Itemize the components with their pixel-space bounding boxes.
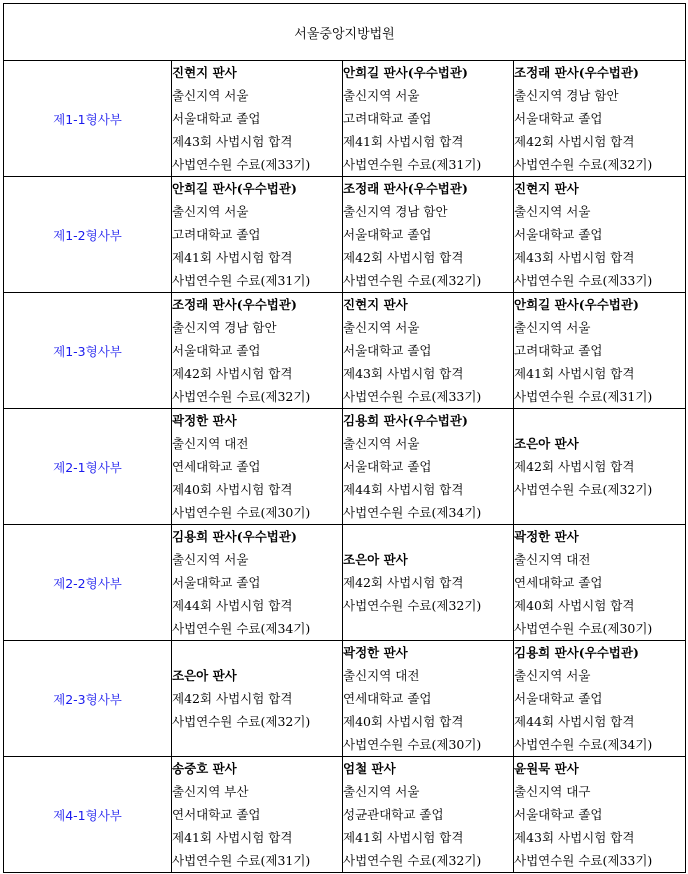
judge-name: 진현지 판사 xyxy=(343,297,408,312)
judge-cell xyxy=(343,177,514,293)
judge-detail-line: 제42회 사법시험 합격 xyxy=(172,691,293,706)
judge-detail-line: 출신지역 서울 xyxy=(514,204,591,219)
judge-detail-line: 제42회 사법시험 합격 xyxy=(514,459,635,474)
judge-detail-line: 사법연수원 수료(제33기) xyxy=(343,389,482,404)
judge-detail-line: 사법연수원 수료(제32기) xyxy=(343,273,482,288)
judge-detail-line: 서울대학교 졸업 xyxy=(343,459,432,474)
judge-detail-line: 제41회 사법시험 합격 xyxy=(514,366,635,381)
judge-cell xyxy=(514,293,686,409)
division-name: 제1-3형사부 xyxy=(4,293,172,409)
judge-detail-line: 고려대학교 졸업 xyxy=(514,343,603,358)
division-row xyxy=(4,293,686,409)
judge-detail-line: 연세대학교 졸업 xyxy=(343,691,432,706)
judge-detail-line: 제41회 사법시험 합격 xyxy=(172,830,293,845)
judge-detail-line: 제40회 사법시험 합격 xyxy=(514,598,635,613)
judge-detail-line: 서울대학교 졸업 xyxy=(343,227,432,242)
judge-detail-line: 출신지역 서울 xyxy=(343,320,420,335)
judge-name: 김용희 판사(우수법관) xyxy=(172,529,297,544)
judge-detail-line: 사법연수원 수료(제31기) xyxy=(172,853,311,868)
judge-cell xyxy=(172,61,343,177)
judge-name: 조은아 판사 xyxy=(514,436,579,451)
judge-detail-line: 출신지역 경남 함안 xyxy=(514,88,619,103)
judge-name: 곽정한 판사 xyxy=(514,529,579,544)
judge-detail-line: 연세대학교 졸업 xyxy=(172,459,261,474)
judge-detail-line: 제43회 사법시험 합격 xyxy=(172,134,293,149)
judge-cell xyxy=(514,525,686,641)
judge-detail-line: 사법연수원 수료(제30기) xyxy=(172,505,311,520)
judge-detail-line: 사법연수원 수료(제32기) xyxy=(514,482,653,497)
judge-name: 조정래 판사(우수법관) xyxy=(172,297,297,312)
judge-detail-line: 서울대학교 졸업 xyxy=(343,343,432,358)
division-name: 제2-1형사부 xyxy=(4,409,172,525)
judge-detail-line: 서울대학교 졸업 xyxy=(514,807,603,822)
division-name: 제2-2형사부 xyxy=(4,525,172,641)
judge-detail-line: 사법연수원 수료(제32기) xyxy=(172,714,311,729)
judge-detail-line: 제42회 사법시험 합격 xyxy=(343,250,464,265)
judge-cell xyxy=(343,525,514,641)
judge-detail-line: 출신지역 서울 xyxy=(343,88,420,103)
judge-detail-line: 출신지역 대전 xyxy=(343,668,420,683)
judge-cell xyxy=(514,409,686,525)
judge-detail-line: 사법연수원 수료(제32기) xyxy=(514,157,653,172)
judge-name: 김용희 판사(우수법관) xyxy=(343,413,468,428)
judge-name: 송중호 판사 xyxy=(172,761,237,776)
division-row xyxy=(4,641,686,757)
judge-detail-line: 서울대학교 졸업 xyxy=(172,111,261,126)
judge-detail-line: 출신지역 부산 xyxy=(172,784,249,799)
judge-cell xyxy=(343,409,514,525)
judge-cell xyxy=(343,293,514,409)
judge-detail-line: 사법연수원 수료(제34기) xyxy=(172,621,311,636)
court-title: 서울중앙지방법원 xyxy=(4,4,686,61)
judge-name: 안희길 판사(우수법관) xyxy=(343,65,468,80)
judge-detail-line: 제41회 사법시험 합격 xyxy=(172,250,293,265)
judge-detail-line: 사법연수원 수료(제33기) xyxy=(514,853,653,868)
judge-cell xyxy=(172,757,343,873)
judge-cell xyxy=(514,61,686,177)
judge-name: 엄철 판사 xyxy=(343,761,396,776)
judge-detail-line: 출신지역 서울 xyxy=(514,320,591,335)
judge-detail-line: 연세대학교 졸업 xyxy=(514,575,603,590)
judge-detail-line: 제42회 사법시험 합격 xyxy=(172,366,293,381)
judge-cell xyxy=(514,177,686,293)
judge-cell xyxy=(172,177,343,293)
judge-name: 조정래 판사(우수법관) xyxy=(343,181,468,196)
division-name: 제1-2형사부 xyxy=(4,177,172,293)
division-name: 제4-1형사부 xyxy=(4,757,172,873)
judge-detail-line: 사법연수원 수료(제32기) xyxy=(343,598,482,613)
judge-cell xyxy=(172,293,343,409)
judge-detail-line: 제44회 사법시험 합격 xyxy=(514,714,635,729)
judge-detail-line: 출신지역 서울 xyxy=(172,552,249,567)
judge-detail-line: 사법연수원 수료(제30기) xyxy=(343,737,482,752)
judge-detail-line: 제40회 사법시험 합격 xyxy=(172,482,293,497)
judge-detail-line: 출신지역 서울 xyxy=(172,88,249,103)
judge-detail-line: 출신지역 서울 xyxy=(343,784,420,799)
judge-detail-line: 제41회 사법시험 합격 xyxy=(343,830,464,845)
judge-detail-line: 제43회 사법시험 합격 xyxy=(343,366,464,381)
judge-detail-line: 출신지역 경남 함안 xyxy=(172,320,277,335)
judge-detail-line: 서울대학교 졸업 xyxy=(514,111,603,126)
judge-cell xyxy=(172,525,343,641)
division-row xyxy=(4,525,686,641)
judge-cell xyxy=(172,641,343,757)
judge-detail-line: 사법연수원 수료(제30기) xyxy=(514,621,653,636)
judge-detail-line: 사법연수원 수료(제34기) xyxy=(343,505,482,520)
judge-name: 곽정한 판사 xyxy=(172,413,237,428)
judge-detail-line: 제44회 사법시험 합격 xyxy=(172,598,293,613)
judge-detail-line: 출신지역 서울 xyxy=(343,436,420,451)
judge-detail-line: 제42회 사법시험 합격 xyxy=(514,134,635,149)
judge-detail-line: 사법연수원 수료(제32기) xyxy=(172,389,311,404)
judge-cell xyxy=(343,641,514,757)
judge-cell xyxy=(514,641,686,757)
judge-detail-line: 출신지역 대구 xyxy=(514,784,591,799)
header-row xyxy=(4,4,686,61)
judge-detail-line: 제43회 사법시험 합격 xyxy=(514,830,635,845)
judge-name: 진현지 판사 xyxy=(172,65,237,80)
judge-name: 윤원묵 판사 xyxy=(514,761,579,776)
judge-detail-line: 제41회 사법시험 합격 xyxy=(343,134,464,149)
judge-detail-line: 제44회 사법시험 합격 xyxy=(343,482,464,497)
judge-name: 조은아 판사 xyxy=(172,668,237,683)
judge-detail-line: 사법연수원 수료(제31기) xyxy=(343,157,482,172)
judge-detail-line: 제40회 사법시험 합격 xyxy=(343,714,464,729)
judge-name: 진현지 판사 xyxy=(514,181,579,196)
judge-name: 곽정한 판사 xyxy=(343,645,408,660)
judge-detail-line: 사법연수원 수료(제32기) xyxy=(343,853,482,868)
judge-detail-line: 성균관대학교 졸업 xyxy=(343,807,444,822)
judge-cell xyxy=(343,61,514,177)
judge-detail-line: 출신지역 대전 xyxy=(172,436,249,451)
judge-detail-line: 사법연수원 수료(제33기) xyxy=(172,157,311,172)
judge-detail-line: 제42회 사법시험 합격 xyxy=(343,575,464,590)
division-name: 제2-3형사부 xyxy=(4,641,172,757)
judge-name: 김용희 판사(우수법관) xyxy=(514,645,639,660)
court-table-body xyxy=(4,4,686,873)
judge-detail-line: 제43회 사법시험 합격 xyxy=(514,250,635,265)
judge-detail-line: 서울대학교 졸업 xyxy=(172,575,261,590)
judge-cell xyxy=(343,757,514,873)
judge-detail-line: 출신지역 서울 xyxy=(514,668,591,683)
judge-name: 안희길 판사(우수법관) xyxy=(514,297,639,312)
judge-detail-line: 사법연수원 수료(제34기) xyxy=(514,737,653,752)
judge-detail-line: 고려대학교 졸업 xyxy=(343,111,432,126)
judge-name: 조정래 판사(우수법관) xyxy=(514,65,639,80)
division-row xyxy=(4,177,686,293)
judge-name: 조은아 판사 xyxy=(343,552,408,567)
judge-detail-line: 출신지역 서울 xyxy=(172,204,249,219)
division-row xyxy=(4,61,686,177)
judge-detail-line: 서울대학교 졸업 xyxy=(172,343,261,358)
court-table xyxy=(3,3,686,873)
judge-detail-line: 출신지역 경남 함안 xyxy=(343,204,448,219)
division-row xyxy=(4,757,686,873)
judge-detail-line: 출신지역 대전 xyxy=(514,552,591,567)
judge-detail-line: 서울대학교 졸업 xyxy=(514,691,603,706)
judge-detail-line: 연서대학교 졸업 xyxy=(172,807,261,822)
judge-name: 안희길 판사(우수법관) xyxy=(172,181,297,196)
judge-detail-line: 고려대학교 졸업 xyxy=(172,227,261,242)
division-row xyxy=(4,409,686,525)
judge-cell xyxy=(514,757,686,873)
division-name: 제1-1형사부 xyxy=(4,61,172,177)
judge-detail-line: 사법연수원 수료(제31기) xyxy=(172,273,311,288)
judge-detail-line: 사법연수원 수료(제31기) xyxy=(514,389,653,404)
judge-detail-line: 사법연수원 수료(제33기) xyxy=(514,273,653,288)
judge-detail-line: 서울대학교 졸업 xyxy=(514,227,603,242)
judge-cell xyxy=(172,409,343,525)
